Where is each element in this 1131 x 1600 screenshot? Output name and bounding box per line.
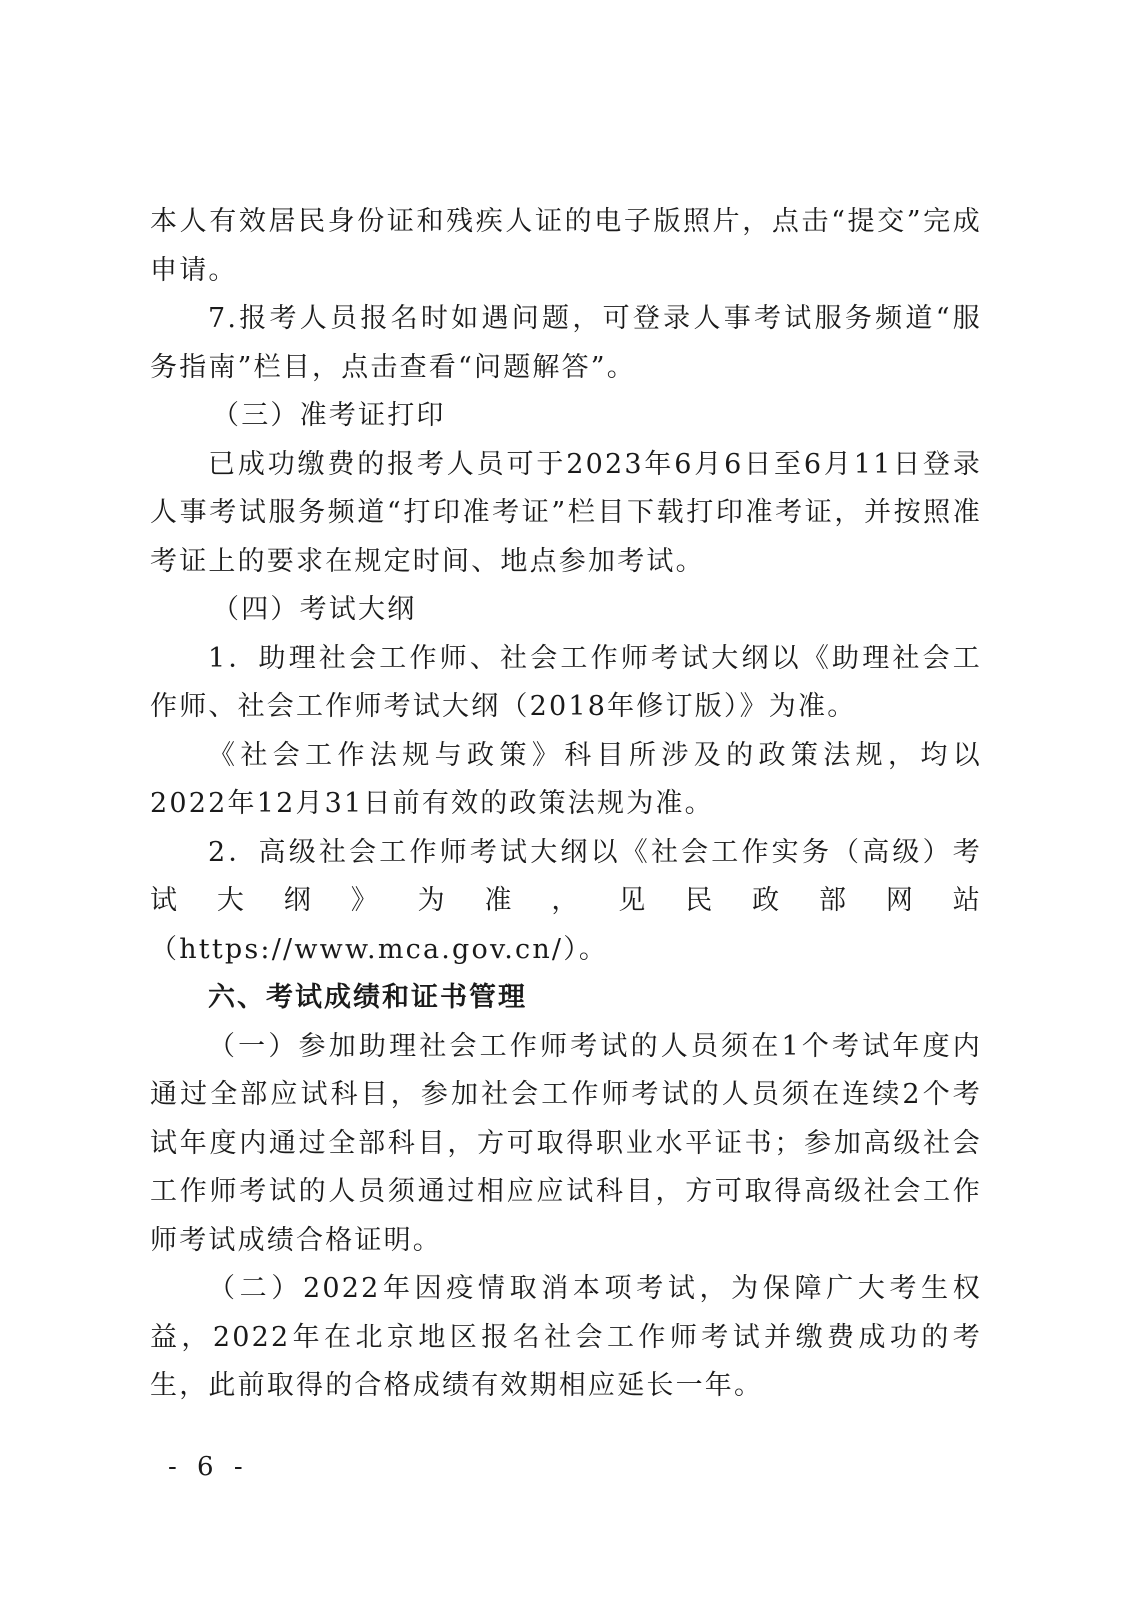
- paragraph-id-photo-submission: 本人有效居民身份证和残疾人证的电子版照片，点击“提交”完成申请。: [150, 206, 982, 286]
- paragraph-syllabus-assistant: 1．助理社会工作师、社会工作师考试大纲以《助理社会工作师、社会工作师考试大纲（2018年修订版）》为准。: [150, 642, 982, 722]
- paragraph-syllabus-regulations: 《社会工作法规与政策》科目所涉及的政策法规，均以2022年12月31日前有效的政策法规为准。: [150, 739, 982, 819]
- paragraph-admission-ticket-printing: 已成功缴费的报考人员可于2023年6月6日至6月11日登录人事考试服务频道“打印准考证”栏目下载打印准考证，并按照准考证上的要求在规定时间、地点参加考试。: [150, 448, 982, 577]
- subheading-exam-syllabus: （四）考试大纲: [212, 594, 417, 625]
- paragraph-registration-help: 7.报考人员报名时如遇问题，可登录人事考试服务频道“服务指南”栏目，点击查看“问题解答”。: [150, 303, 982, 383]
- section-heading-scores-certificates: 六、考试成绩和证书管理: [208, 982, 527, 1013]
- document-page: [150, 198, 982, 1411]
- page-number: - 6 -: [168, 1452, 249, 1482]
- paragraph-syllabus-senior: 2．高级社会工作师考试大纲以《社会工作实务（高级）考试大纲》为准，见民政部网站（https://www.mca.gov.cn/）。: [150, 836, 982, 965]
- subheading-admission-ticket: （三）准考证打印: [212, 400, 446, 431]
- paragraph-validity-extension: （二）2022年因疫情取消本项考试，为保障广大考生权益，2022年在北京地区报名社会工作师考试并缴费成功的考生，此前取得的合格成绩有效期相应延长一年。: [150, 1273, 982, 1401]
- paragraph-score-requirements: （一）参加助理社会工作师考试的人员须在1个考试年度内通过全部应试科目，参加社会工作师考试的人员须在连续2个考试年度内通过全部科目，方可取得职业水平证书；参加高级社会工作师考试的人员须通过相应应试科目，方可取得高级社会工作师考试成绩合格证明。: [150, 1030, 982, 1256]
